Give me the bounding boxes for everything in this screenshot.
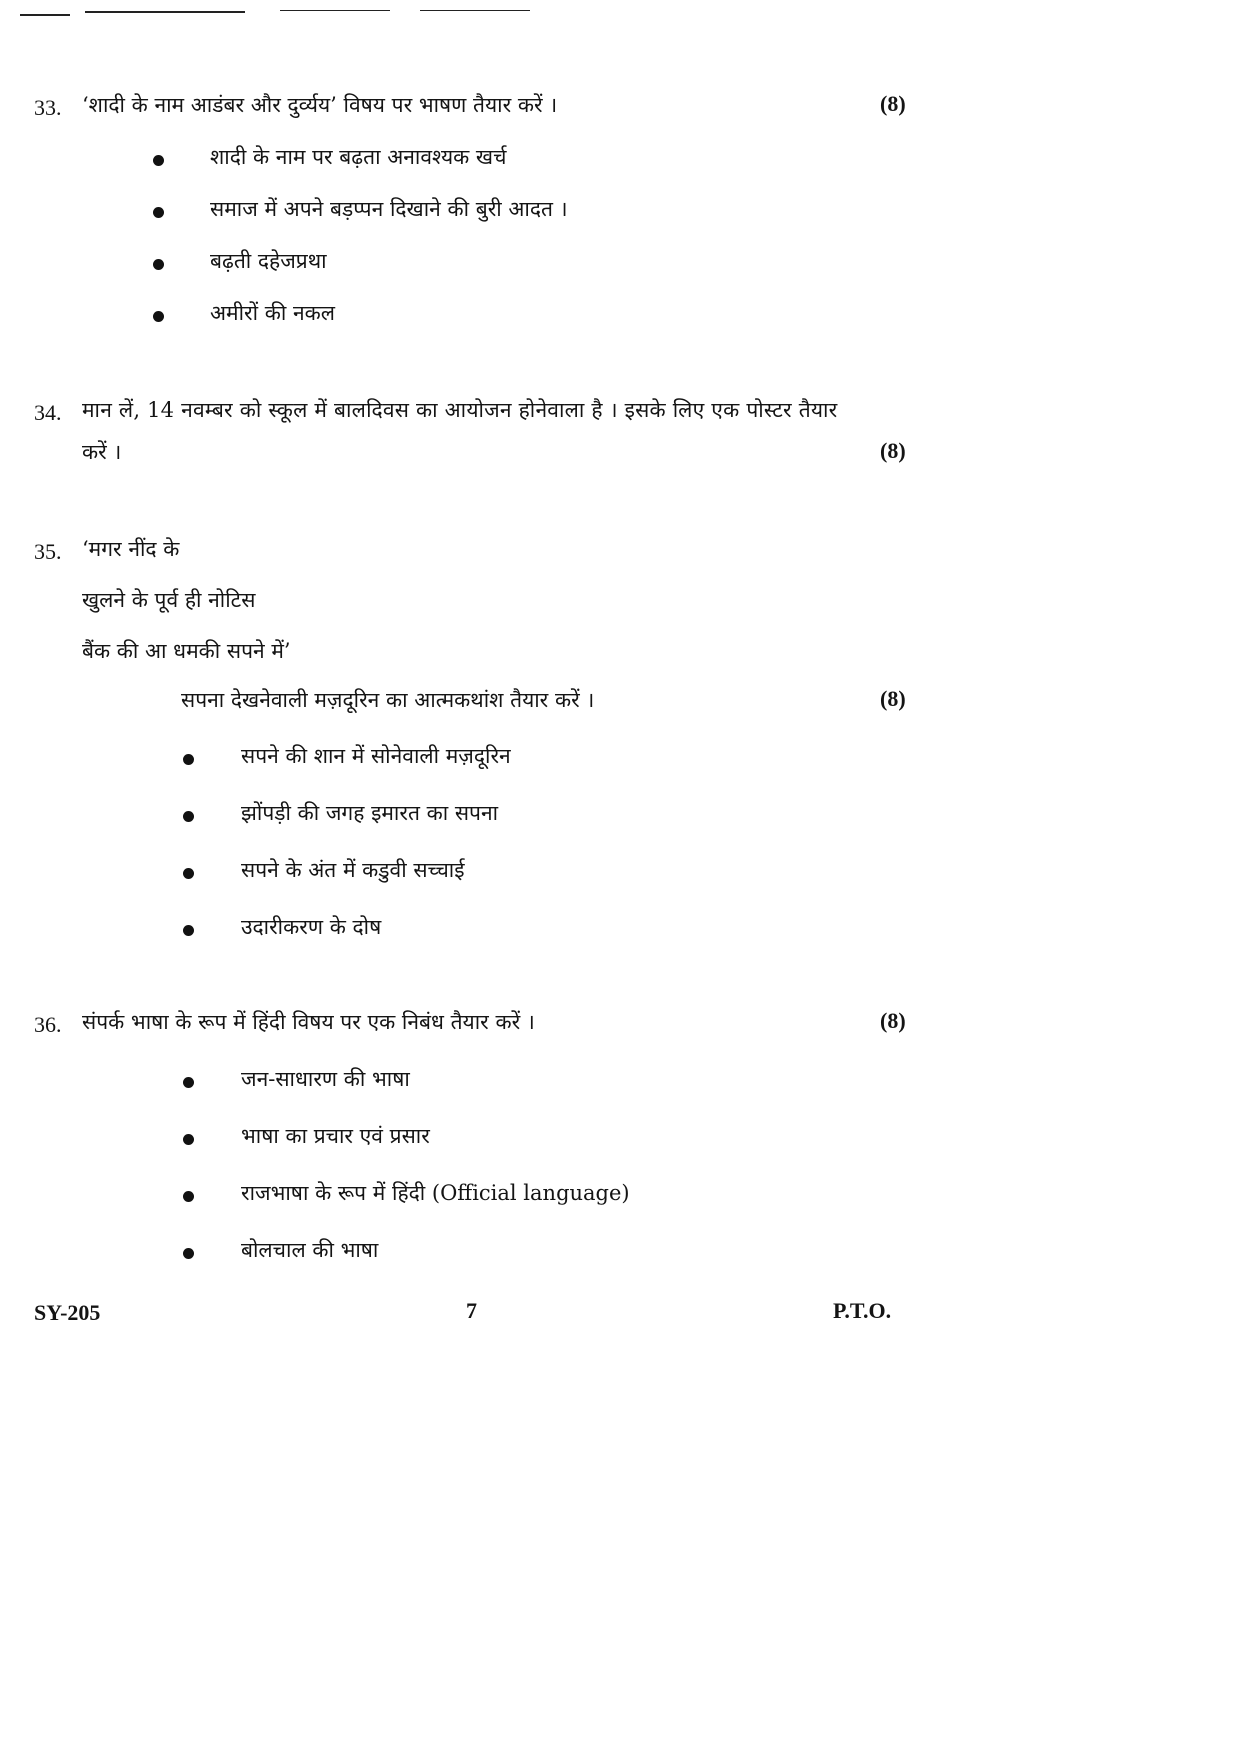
marks-label: (8) [880, 438, 906, 463]
question-text-line-2: करें । [82, 440, 122, 464]
top-rule-4 [420, 10, 530, 11]
list-item: सपने की शान में सोनेवाली मज़दूरिन [241, 744, 511, 768]
marks-label: (8) [880, 686, 906, 711]
question-text: संपर्क भाषा के रूप में हिंदी विषय पर एक निबंध तैयार करें । [82, 1010, 535, 1034]
list-item: राजभाषा के रूप में हिंदी (Official language) [241, 1181, 630, 1205]
bullet-icon [183, 811, 194, 822]
list-item: भाषा का प्रचार एवं प्रसार [241, 1124, 430, 1148]
page-number: 7 [466, 1298, 477, 1323]
pto-label: P.T.O. [833, 1298, 892, 1323]
list-item: समाज में अपने बड़प्पन दिखाने की बुरी आदत । [210, 197, 568, 221]
list-item: शादी के नाम पर बढ़ता अनावश्यक खर्च [210, 145, 507, 169]
list-item: उदारीकरण के दोष [241, 915, 382, 939]
question-number: 33. [34, 95, 62, 120]
bullet-icon [183, 1077, 194, 1088]
question-number: 35. [34, 539, 62, 564]
bullet-icon [183, 1191, 194, 1202]
question-number: 34. [34, 400, 62, 425]
list-item: झोंपड़ी की जगह इमारत का सपना [241, 801, 499, 825]
marks-label: (8) [880, 91, 906, 116]
top-rule-1 [20, 14, 70, 16]
question-text: ‘शादी के नाम आडंबर और दुर्व्यय’ विषय पर भाषण तैयार करें । [82, 93, 558, 117]
bullet-icon [153, 259, 164, 270]
question-text-line-1: मान लें, 14 नवम्बर को स्कूल में बालदिवस का आयोजन होनेवाला है । इसके लिए एक पोस्टर तैयार [82, 398, 838, 422]
list-item: जन-साधारण की भाषा [241, 1067, 410, 1091]
bullet-icon [183, 1134, 194, 1145]
list-item: अमीरों की नकल [210, 301, 336, 325]
poem-line: खुलने के पूर्व ही नोटिस [82, 588, 256, 612]
bullet-icon [153, 311, 164, 322]
list-item: सपने के अंत में कडुवी सच्चाई [241, 858, 465, 882]
list-item: बढ़ती दहेजप्रथा [210, 249, 327, 273]
marks-label: (8) [880, 1008, 906, 1033]
bullet-icon [183, 868, 194, 879]
poem-line: ‘मगर नींद के [82, 537, 180, 561]
question-task: सपना देखनेवाली मज़दूरिन का आत्मकथांश तैयार करें । [181, 688, 595, 712]
bullet-icon [183, 1248, 194, 1259]
bullet-icon [183, 925, 194, 936]
paper-code: SY-205 [34, 1300, 101, 1325]
top-rule-3 [280, 10, 390, 11]
question-number: 36. [34, 1012, 62, 1037]
list-item: बोलचाल की भाषा [241, 1238, 379, 1262]
bullet-icon [183, 754, 194, 765]
bullet-icon [153, 155, 164, 166]
bullet-icon [153, 207, 164, 218]
poem-line: बैंक की आ धमकी सपने में’ [82, 639, 291, 663]
top-rule-2 [85, 11, 245, 13]
